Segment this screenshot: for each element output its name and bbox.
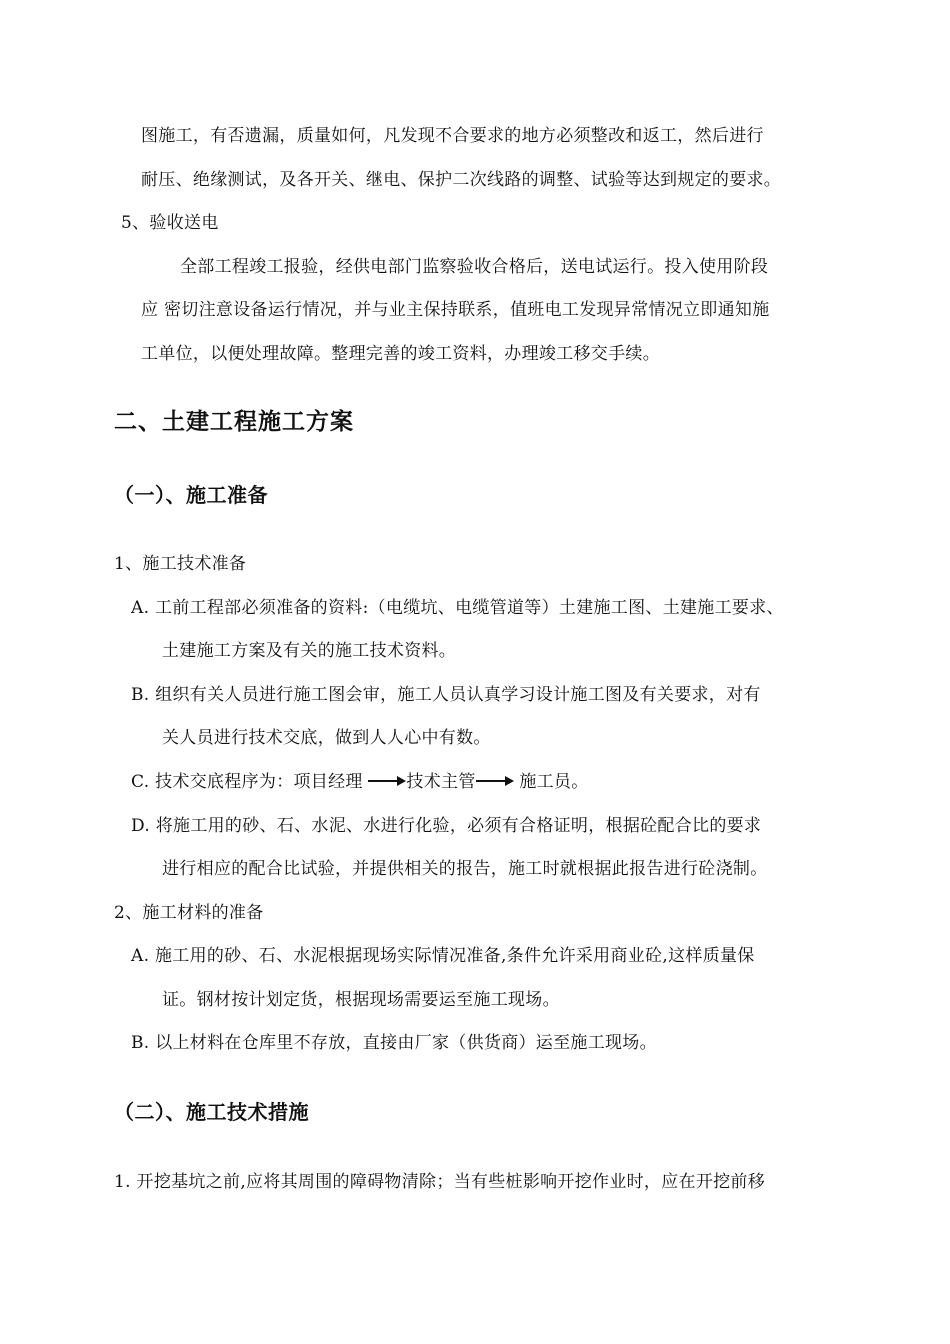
list-item: D. 将施工用的砂、石、水泥、水进行化验，必须有合格证明，根据砼配合比的要求 [131, 816, 762, 836]
subsection-title: 1、施工技术准备 [114, 554, 247, 574]
paragraph-line: 耐压、绝缘测试，及各开关、继电、保护二次线路的调整、试验等达到规定的要求。 [141, 170, 782, 190]
list-item: A. 施工用的砂、石、水泥根据现场实际情况准备,条件允许采用商业砼,这样质量保 [131, 946, 755, 966]
list-item: 1. 开挖基坑之前,应将其周围的障碍物清除；当有些桩影响开挖作业时，应在开挖前移 [114, 1172, 766, 1192]
paragraph-line: 工单位，以便处理故障。整理完善的竣工资料，办理竣工移交手续。 [141, 344, 660, 364]
list-item-text: C. 技术交底程序为：项目经理 [131, 772, 369, 792]
list-item: A. 工前工程部必须准备的资料:（电缆坑、电缆管道等）土建施工图、土建施工要求、 [131, 598, 784, 618]
paragraph-line: 应 密切注意设备运行情况，并与业主保持联系，值班电工发现异常情况立即通知施 [141, 300, 770, 320]
section-heading: （二）、施工技术措施 [114, 1100, 309, 1124]
subsection-title: 2、施工材料的准备 [114, 903, 264, 923]
list-item-text: 技术主管 [406, 772, 476, 792]
list-item-continuation: 进行相应的配合比试验，并提供相关的报告，施工时就根据此报告进行砼浇制。 [162, 859, 768, 879]
section-item-title: 5、验收送电 [121, 213, 219, 233]
list-item-continuation: 土建施工方案及有关的施工技术资料。 [162, 641, 457, 661]
list-item: B. 组织有关人员进行施工图会审，施工人员认真学习设计施工图及有关要求，对有 [131, 685, 761, 705]
section-heading: （一）、施工准备 [114, 483, 268, 507]
list-item-text: 施工员。 [513, 772, 589, 792]
paragraph-line: 全部工程竣工报验，经供电部门监察验收合格后，送电试运行。投入使用阶段 [180, 257, 769, 277]
right-arrow-icon [476, 775, 514, 787]
list-item: B. 以上材料在仓库里不存放，直接由厂家（供货商）运至施工现场。 [131, 1033, 657, 1053]
list-item-continuation: 证。钢材按计划定货，根据现场需要运至施工现场。 [162, 990, 560, 1010]
paragraph-line: 图施工，有否遗漏，质量如何，凡发现不合要求的地方必须整改和返工，然后进行 [141, 126, 764, 146]
chapter-heading: 二、土建工程施工方案 [114, 409, 354, 435]
right-arrow-icon [368, 775, 406, 787]
list-item-continuation: 关人员进行技术交底，做到人人心中有数。 [162, 728, 491, 748]
list-item [131, 770, 589, 794]
